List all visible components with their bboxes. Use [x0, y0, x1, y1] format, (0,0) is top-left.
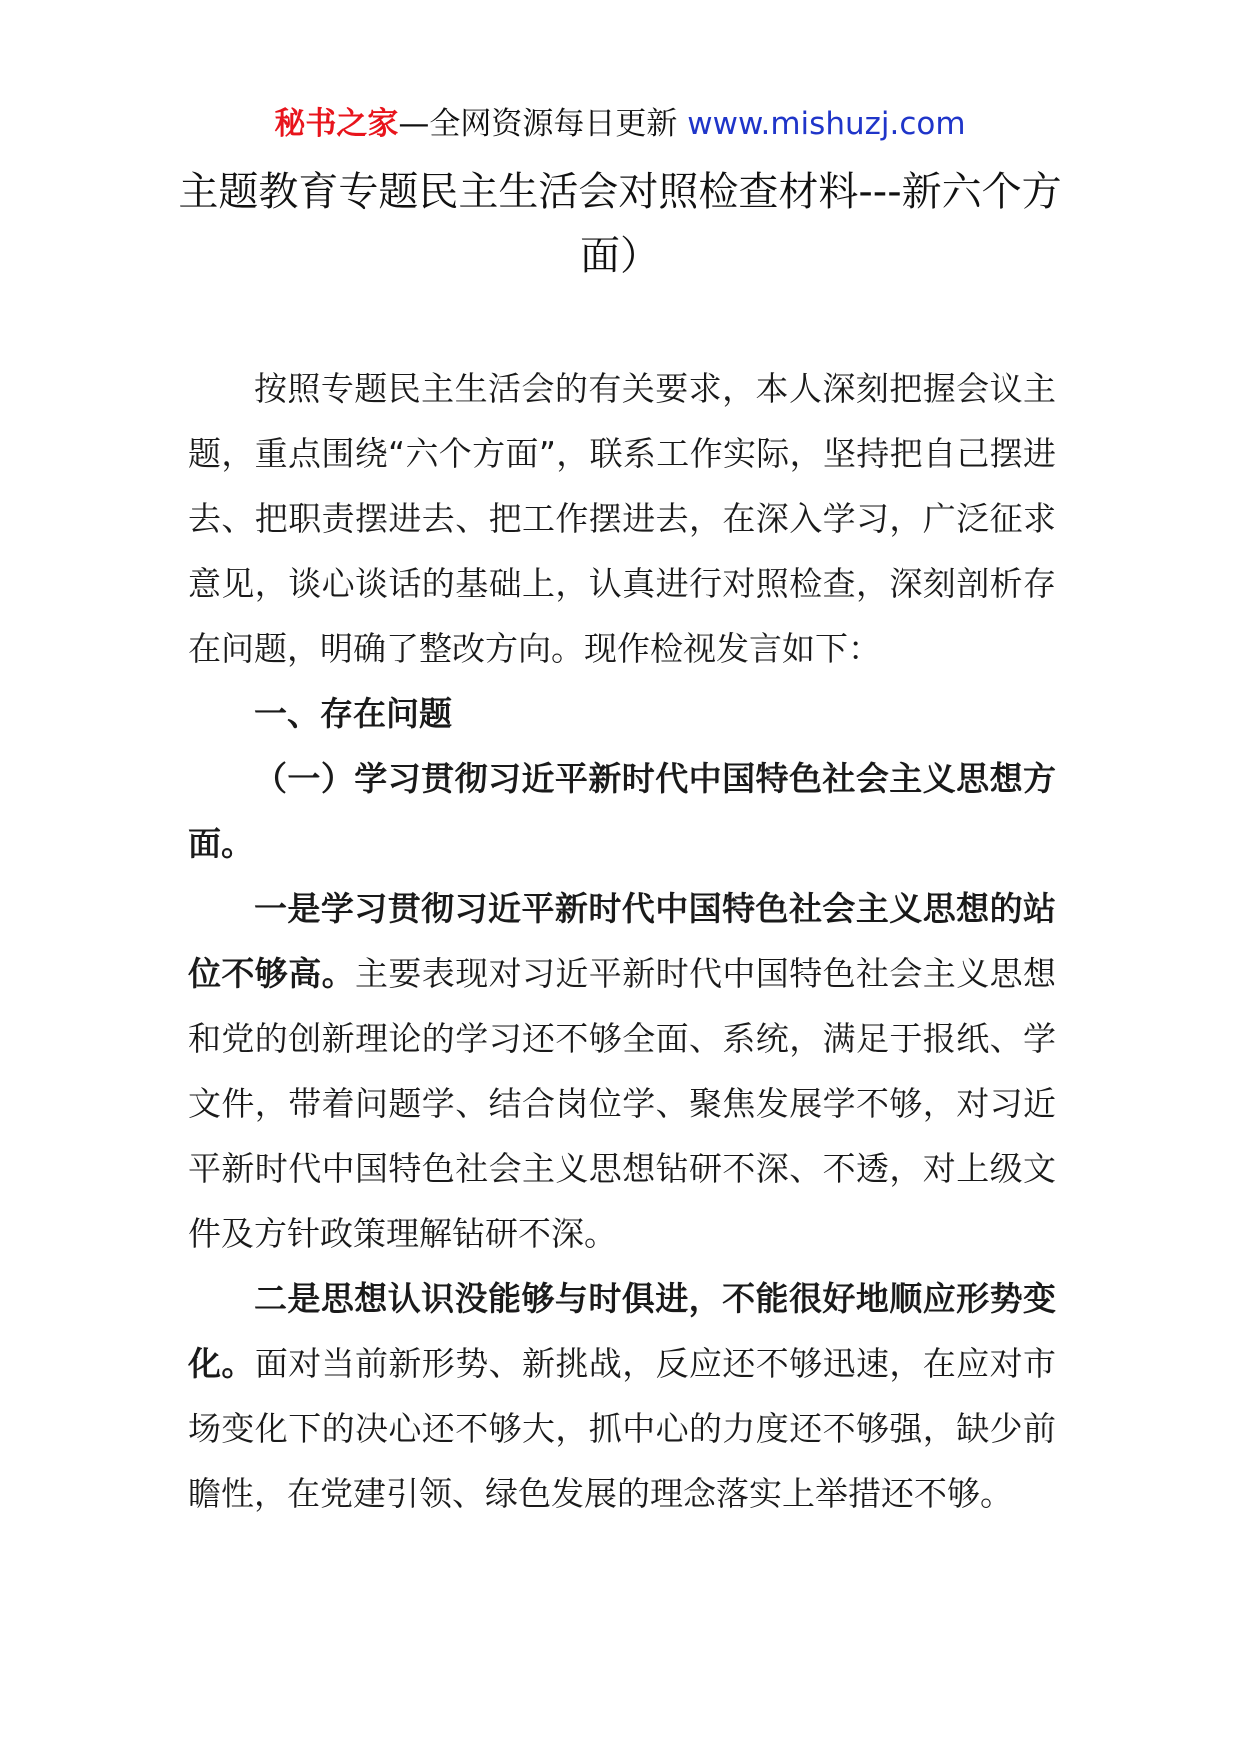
point-2-lead: 二是思想认识没能够与时俱进，不能很好地顺应形势变化。	[188, 1279, 1056, 1383]
point-2-text: 面对当前新形势、新挑战，反应还不够迅速，在应对市场变化下的决心还不够大，抓中心的力度还不够强，缺少前瞻性，在党建引领、绿色发展的理念落实上举措还不够。	[188, 1344, 1057, 1513]
point-1-text: 主要表现对习近平新时代中国特色社会主义思想和党的创新理论的学习还不够全面、系统，满足于报纸、学文件，带着问题学、结合岗位学、聚焦发展学不够，对习近平新时代中国特色社会主义思想钻研不深、不透，对上级文件及方针政策理解钻研不深。	[188, 954, 1056, 1253]
header-url: www.mishuzj.com	[687, 106, 966, 142]
watermark-header	[0, 102, 1240, 146]
header-tagline: —全网资源每日更新	[398, 106, 688, 142]
point-paragraph-1	[188, 876, 1056, 1266]
point-paragraph-2	[188, 1266, 1056, 1526]
brand-name: 秘书之家	[274, 106, 399, 142]
point-1-lead: 一是学习贯彻习近平新时代中国特色社会主义思想的站位不够高。	[188, 889, 1056, 993]
subsection-heading: （一）学习贯彻习近平新时代中国特色社会主义思想方面。	[188, 759, 1056, 863]
document-body	[188, 356, 1056, 1526]
intro-paragraph: 按照专题民主生活会的有关要求，本人深刻把握会议主题，重点围绕“六个方面”，联系工作实际，坚持把自己摆进去、把职责摆进去、把工作摆进去，在深入学习，广泛征求意见，谈心谈话的基础上，认真进行对照检查，深刻剖析存在问题，明确了整改方向。现作检视发言如下：	[188, 369, 1056, 668]
document-title: 主题教育专题民主生活会对照检查材料---新六个方面）	[178, 169, 1062, 279]
section-heading: 一、存在问题	[254, 694, 452, 733]
